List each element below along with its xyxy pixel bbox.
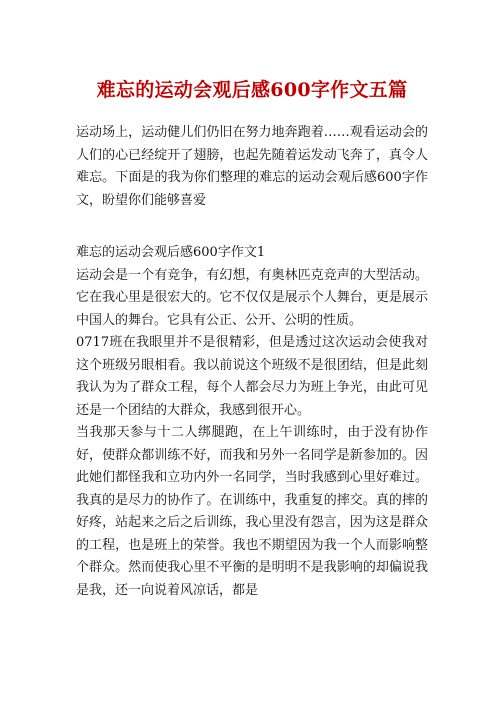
body-paragraph-2: 0717班在我眼里并不是很精彩，但是透过这次运动会使我对这个班级另眼相看。我以前说这个班级不是很团结，但是此刻我认为为了群众工程，每个人都会尽力为班上争光，由此可见还是一个团结的大群众，我感到很开心。 xyxy=(76,335,428,418)
document-title: 难忘的运动会观后感600字作文五篇 xyxy=(96,79,408,101)
body-paragraph-1: 运动会是一个有竞争，有幻想，有奥林匹克竞声的大型活动。它在我心里是很宏大的。它不仅仅是展示个人舞台，更是展示中国人的舞台。它具有公正、公开、公明的性质。 xyxy=(76,267,428,328)
body-paragraph-3: 当我那天参与十二人绑腿跑，在上午训练时，由于没有协作好，使群众都训练不好，而我和另外一名同学是新参加的。因此她们都怪我和立功内外一名同学，当时我感到心里好难过。我真的是尽力的协作了。在训练中，我重复的摔交。真的摔的好疼，站起来之后之后训练，我心里没有怨言，因为这是群众的工程，也是班上的荣誉。我也不期望因为我一个人而影响整个群众。然而使我心里不平衡的是明明不是我影响的却偏说我是我，还一向说着风凉话，都是 xyxy=(76,425,428,598)
intro-paragraph: 运动场上，运动健儿们仍旧在努力地奔跑着……观看运动会的人们的心已经绽开了翅膀，也起先随着运发动飞奔了，真令人难忘。下面是的我为你们整理的难忘的运动会观后感600字作文，盼望你们能够喜爱 xyxy=(76,125,428,208)
paragraph-spacer xyxy=(76,212,428,242)
section-heading: 难忘的运动会观后感600字作文1 xyxy=(76,245,266,260)
